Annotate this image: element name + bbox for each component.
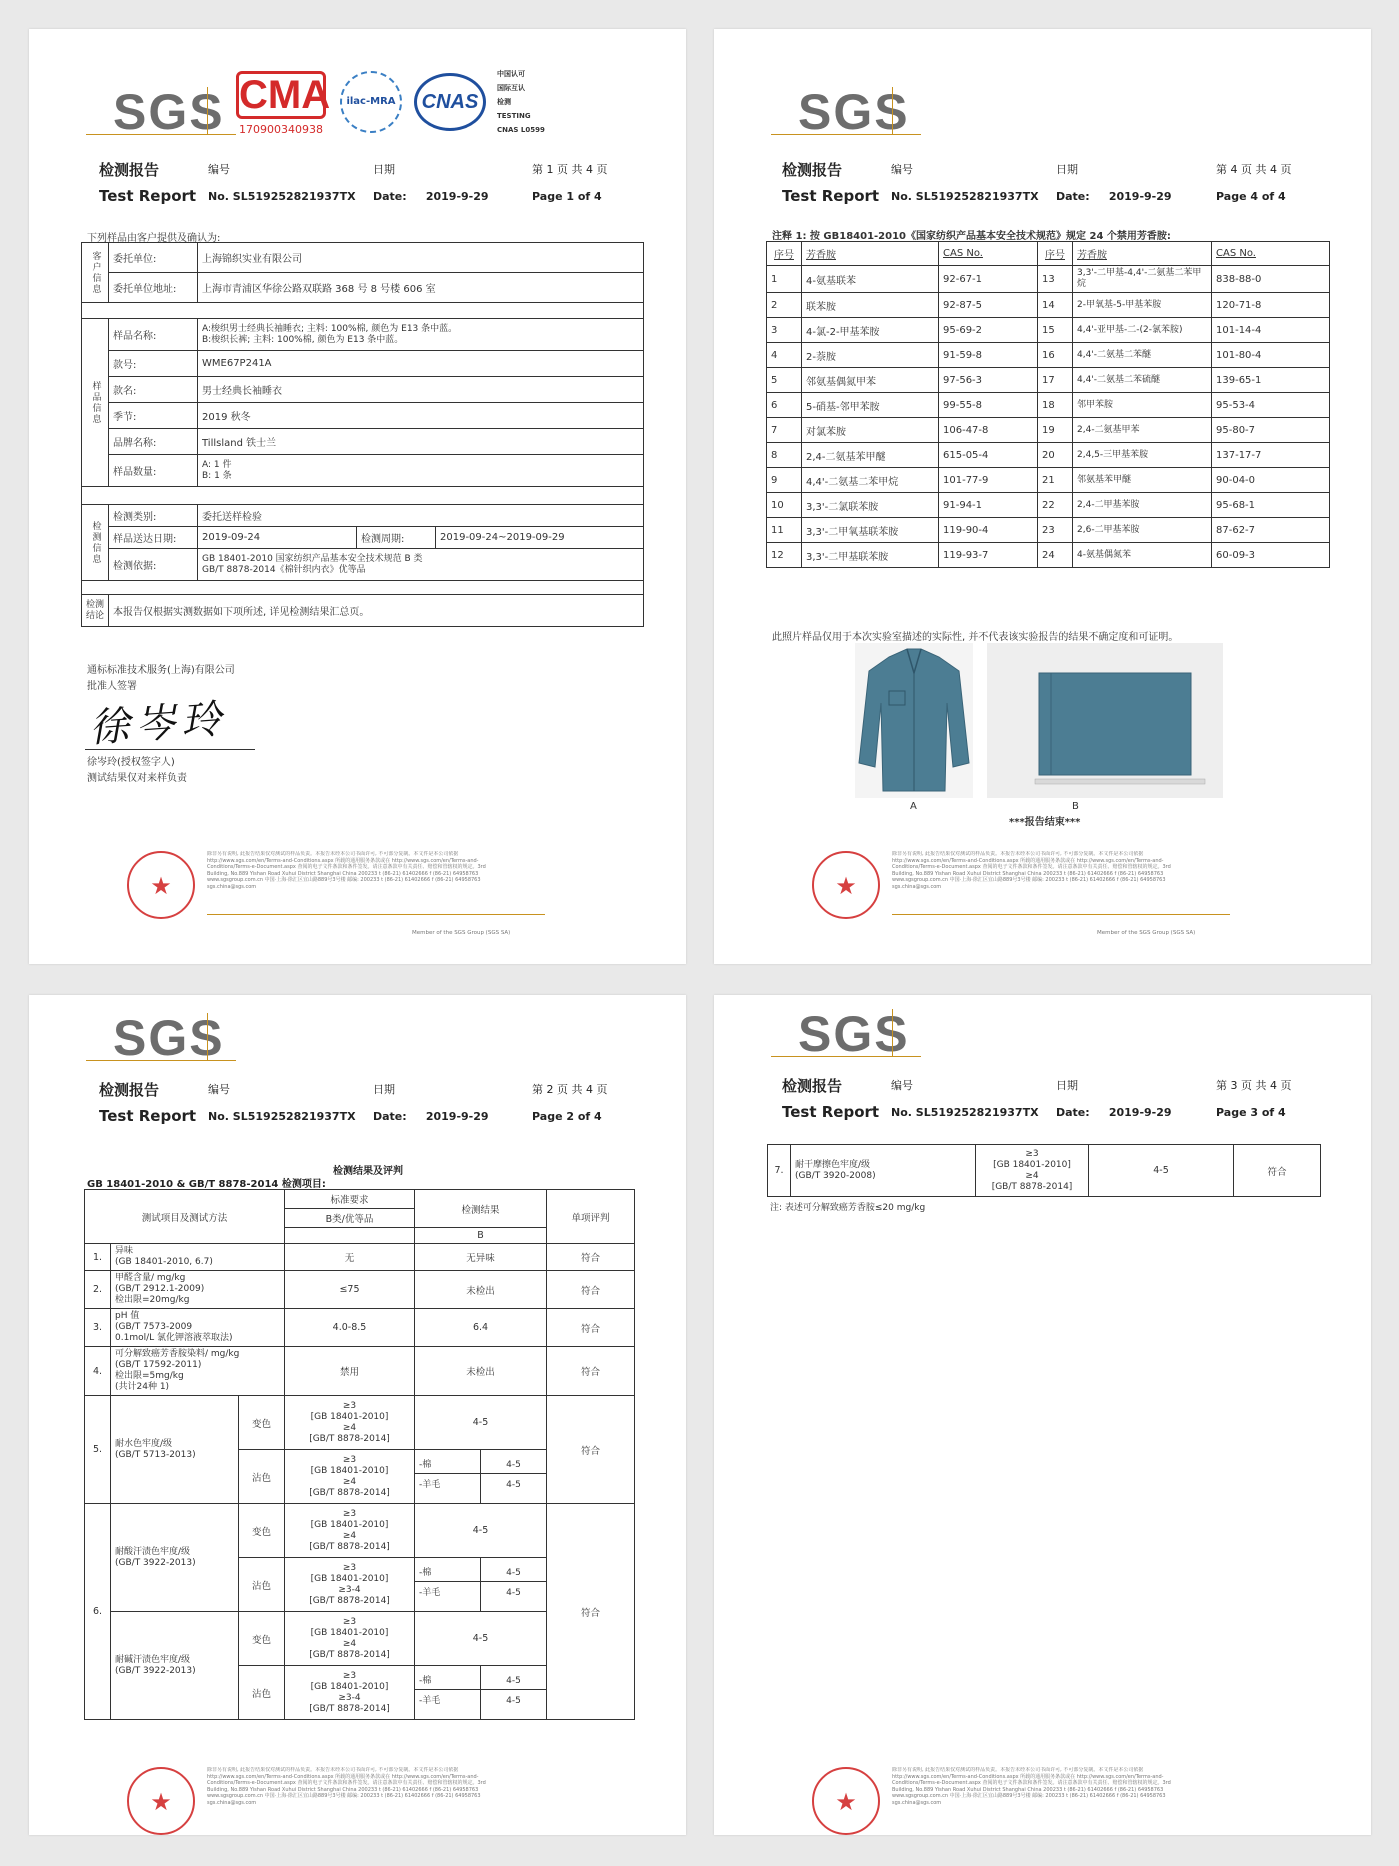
report-date: Date: 2019-9-29	[1056, 1106, 1172, 1119]
recv-label: 样品送达日期:	[109, 527, 198, 549]
season: 2019 秋冬	[198, 403, 644, 429]
stain-label: 沾色	[239, 1666, 285, 1720]
amine-cell-name2: 2,6-二甲基苯胺	[1073, 518, 1212, 543]
eval-cell: 符合	[547, 1271, 635, 1309]
basis: GB 18401-2010 国家纺织产品基本安全技术规范 B 类 GB/T 8878-2014《棉针织内衣》优等品	[198, 549, 644, 581]
amine-cell-n: 3	[767, 318, 802, 343]
amine-cell-n2: 18	[1038, 393, 1073, 418]
result-cell: 4-5 4-5	[481, 1666, 547, 1720]
result-cell: 4-5 4-5	[481, 1450, 547, 1504]
amine-cell-n: 12	[767, 543, 802, 568]
footer-fine-print: 除非另有说明, 此报告结果仅对测试的样品负责。本报告未经本公司书面许可, 不可部分复制。本文件是本公司依据 http://www.sgs.com/en/Terms-and-Conditions.aspx 所载的通用服务条款或在 http://www.sgs.com/en/Terms-and-Conditions/Terms-e-Document.aspx 查阅的电子文件条款和条件签发。请注意条款中有关责任、赔偿和管辖权的规定。3rd Building, No.889 Yishan Road Xuhui District Shanghai China 200233 t (86-21) 61402666 f (86-21) 64958763 www.sgsgroup.com.cn 中国·上海·徐汇区宜山路889号3号楼 邮编: 200233 t (86-21) 61402666 f (86-21) 64958763 sgs.china@sgs.com	[207, 1767, 486, 1806]
amine-cell-name: 联苯胺	[802, 293, 939, 318]
amine-row	[767, 418, 1330, 443]
result-cell: 无异味	[415, 1244, 547, 1271]
sgs-logo-underline	[86, 134, 236, 135]
amine-cell-cas: 99-55-8	[939, 393, 1038, 418]
amine-cell-name2: 邻甲苯胺	[1073, 393, 1212, 418]
client-addr: 上海市青浦区华徐公路双联路 368 号 8 号楼 606 室	[198, 273, 644, 303]
amine-cell-name: 2,4-二氨基苯甲醚	[802, 443, 939, 468]
test-section-label: 检测信息	[82, 505, 109, 581]
sgs-logo: SGS	[798, 84, 910, 140]
sample-section-label: 样品信息	[82, 319, 109, 487]
report-date: Date: 2019-9-29	[1056, 190, 1172, 203]
std-cell: 4.0-8.5	[285, 1309, 415, 1347]
result-cell: 4-5	[415, 1612, 547, 1666]
col-result: 检测结果	[415, 1190, 547, 1228]
signature: 徐岑玲	[87, 696, 229, 752]
report-title-cn: 检测报告	[782, 161, 843, 179]
period-label: 检测周期:	[357, 527, 436, 549]
row-6-no: 6.	[85, 1504, 111, 1720]
amine-cell-name: 3,3'-二甲氧基联苯胺	[802, 518, 939, 543]
amine-cell-n2: 19	[1038, 418, 1073, 443]
footer-rule	[892, 914, 1230, 915]
eval-cell: 符合	[547, 1396, 635, 1504]
amine-cell-name: 3,3'-二甲基联苯胺	[802, 543, 939, 568]
report-no-label-cn: 编号	[208, 163, 230, 176]
page-number-en: Page 2 of 4	[532, 1110, 602, 1123]
row-7-item: 耐干摩擦色牢度/级 (GB/T 3920-2008)	[791, 1145, 976, 1197]
amine-cell-n: 6	[767, 393, 802, 418]
amine-cell-n: 9	[767, 468, 802, 493]
client-unit: 上海锦织实业有限公司	[198, 243, 644, 273]
report-page-4	[714, 29, 1371, 964]
col-cas-2: CAS No.	[1212, 242, 1330, 266]
result-row	[85, 1271, 635, 1309]
member-text: Member of the SGS Group (SGS SA)	[1097, 930, 1196, 936]
std-cell: ≥3 [GB 18401-2010] ≥4 [GB/T 8878-2014]	[285, 1450, 415, 1504]
sgs-seal: ★	[812, 851, 880, 919]
page-number-cn: 第 2 页 共 4 页	[532, 1083, 608, 1096]
sgs-logo-underline	[771, 1056, 921, 1057]
amine-cell-cas: 92-67-1	[939, 266, 1038, 293]
sgs-logo-bar	[207, 1013, 208, 1061]
amine-cell-n: 7	[767, 418, 802, 443]
basis-label: 检测依据:	[109, 549, 198, 581]
test-type-label: 检测类别:	[109, 505, 198, 527]
amine-cell-cas2: 137-17-7	[1212, 443, 1330, 468]
sgs-seal: ★	[127, 851, 195, 919]
change-label: 变色	[239, 1504, 285, 1558]
std-cell: ≥3 [GB 18401-2010] ≥4 [GB/T 8878-2014]	[976, 1145, 1089, 1197]
result-row	[85, 1347, 635, 1396]
report-title-en: Test Report	[99, 1107, 197, 1125]
stain-label: 沾色	[239, 1450, 285, 1504]
report-title-en: Test Report	[782, 187, 880, 205]
eval-cell: 符合	[547, 1504, 635, 1720]
std-cell: ≥3 [GB 18401-2010] ≥4 [GB/T 8878-2014]	[285, 1504, 415, 1558]
report-no-label-cn: 编号	[891, 1079, 913, 1092]
page-number-cn: 第 1 页 共 4 页	[532, 163, 608, 176]
results-heading: 检测结果及评判	[333, 1166, 403, 1177]
period: 2019-09-24~2019-09-29	[436, 527, 644, 549]
col-name: 芳香胺	[802, 242, 939, 266]
pants-icon	[987, 643, 1223, 798]
amine-cell-name2: 4-氨基偶氮苯	[1073, 543, 1212, 568]
amine-cell-name2: 3,3'-二甲基-4,4'-二氨基二苯甲烷	[1073, 266, 1212, 293]
report-page-2	[29, 995, 686, 1835]
amine-cell-name: 3,3'-二氯联苯胺	[802, 493, 939, 518]
footer-fine-print: 除非另有说明, 此报告结果仅对测试的样品负责。本报告未经本公司书面许可, 不可部分复制。本文件是本公司依据 http://www.sgs.com/en/Terms-and-Conditions.aspx 所载的通用服务条款或在 http://www.sgs.com/en/Terms-and-Conditions/Terms-e-Document.aspx 查阅的电子文件条款和条件签发。请注意条款中有关责任、赔偿和管辖权的规定。3rd Building, No.889 Yishan Road Xuhui District Shanghai China 200233 t (86-21) 61402666 f (86-21) 64958763 www.sgsgroup.com.cn 中国·上海·徐汇区宜山路889号3号楼 邮编: 200233 t (86-21) 61402666 f (86-21) 64958763 sgs.china@sgs.com	[892, 851, 1171, 890]
amine-cell-cas: 119-93-7	[939, 543, 1038, 568]
results-subheading: GB 18401-2010 & GB/T 8878-2014 检测项目:	[87, 1179, 326, 1190]
row-no: 1.	[85, 1244, 111, 1271]
stain-label: 沾色	[239, 1558, 285, 1612]
row-item: pH 值 (GB/T 7573-2009 0.1mol/L 氯化钾溶液萃取法)	[111, 1309, 285, 1347]
date-label-cn: 日期	[373, 1083, 395, 1096]
col-item: 测试项目及测试方法	[85, 1190, 285, 1244]
cma-logo: CMA 170900340938	[236, 71, 326, 137]
page-number-cn: 第 4 页 共 4 页	[1216, 163, 1292, 176]
row-5-item: 耐水色牢度/级 (GB/T 5713-2013)	[111, 1396, 239, 1504]
disclaimer: 测试结果仅对来样负责	[87, 773, 187, 784]
std-cell: ≥3 [GB 18401-2010] ≥3-4 [GB/T 8878-2014]	[285, 1558, 415, 1612]
recv-date: 2019-09-24	[198, 527, 357, 549]
amine-cell-name2: 2,4-二甲基苯胺	[1073, 493, 1212, 518]
sgs-logo-underline	[771, 134, 921, 135]
amine-cell-n2: 20	[1038, 443, 1073, 468]
amine-cell-cas2: 60-09-3	[1212, 543, 1330, 568]
std-cell: 禁用	[285, 1347, 415, 1396]
row-no: 4.	[85, 1347, 111, 1396]
result-row	[85, 1309, 635, 1347]
amine-row	[767, 543, 1330, 568]
std-cell: ≥3 [GB 18401-2010] ≥3-4 [GB/T 8878-2014]	[285, 1666, 415, 1720]
qty-label: 样品数量:	[109, 455, 198, 487]
report-end: ***报告结束***	[1009, 817, 1081, 828]
row-item: 甲醛含量/ mg/kg (GB/T 2912.1-2009) 检出限=20mg/kg	[111, 1271, 285, 1309]
member-text: Member of the SGS Group (SGS SA)	[412, 930, 511, 936]
amine-note: 注释 1: 按 GB18401-2010《国家纺织产品基本安全技术规范》规定 24 个禁用芳香胺:	[772, 231, 1171, 242]
amine-cell-n: 5	[767, 368, 802, 393]
sample-photo-a	[855, 643, 973, 798]
page-number-en: Page 3 of 4	[1216, 1106, 1286, 1119]
date-label-cn: 日期	[1056, 1079, 1078, 1092]
amine-cell-name: 4-氯-2-甲基苯胺	[802, 318, 939, 343]
amine-cell-name2: 4,4'-二氨基二苯醚	[1073, 343, 1212, 368]
report-number: No. SL519252821937TX	[891, 1106, 1039, 1119]
amine-cell-cas2: 95-68-1	[1212, 493, 1330, 518]
page-number-en: Page 4 of 4	[1216, 190, 1286, 203]
season-label: 季节:	[109, 403, 198, 429]
report-title-cn: 检测报告	[782, 1077, 843, 1095]
signer-name: 徐岑玲(授权签字人)	[87, 757, 175, 768]
row-6b-item: 耐碱汗渍色牢度/级 (GB/T 3922-2013)	[111, 1612, 239, 1720]
shirt-icon	[855, 643, 973, 798]
sgs-logo-bar	[892, 1009, 893, 1057]
amine-cell-cas2: 139-65-1	[1212, 368, 1330, 393]
amine-cell-cas: 615-05-4	[939, 443, 1038, 468]
amine-row	[767, 266, 1330, 293]
amine-cell-cas2: 838-88-0	[1212, 266, 1330, 293]
change-label: 变色	[239, 1612, 285, 1666]
col-no: 序号	[767, 242, 802, 266]
col-cas: CAS No.	[939, 242, 1038, 266]
style-label: 款号:	[109, 351, 198, 377]
page-number-cn: 第 3 页 共 4 页	[1216, 1079, 1292, 1092]
amine-cell-name2: 邻氨基苯甲醚	[1073, 468, 1212, 493]
client-section-label: 客户信息	[82, 243, 109, 303]
report-number: No. SL519252821937TX	[208, 190, 356, 203]
sgs-logo: SGS	[798, 1006, 910, 1062]
amine-cell-cas: 97-56-3	[939, 368, 1038, 393]
row-6a-item: 耐酸汗渍色牢度/级 (GB/T 3922-2013)	[111, 1504, 239, 1612]
amine-row	[767, 518, 1330, 543]
sgs-logo: SGS	[113, 84, 225, 140]
date-label-cn: 日期	[1056, 163, 1078, 176]
report-no-label-cn: 编号	[208, 1083, 230, 1096]
amine-cell-cas2: 90-04-0	[1212, 468, 1330, 493]
amine-cell-cas2: 95-53-4	[1212, 393, 1330, 418]
signer-title: 批准人签署	[87, 681, 137, 692]
result-cell: 4-5	[1089, 1145, 1234, 1197]
footer-rule	[207, 914, 545, 915]
col-name-2: 芳香胺	[1073, 242, 1212, 266]
col-no-2: 序号	[1038, 242, 1073, 266]
amine-row	[767, 293, 1330, 318]
table-note: 注: 表述可分解致癌芳香胺≤20 mg/kg	[770, 1203, 926, 1213]
intro-text: 下列样品由客户提供及确认为:	[87, 233, 221, 244]
brand-label: 品牌名称:	[109, 429, 198, 455]
amine-cell-n2: 15	[1038, 318, 1073, 343]
amine-cell-name2: 4,4'-二氨基二苯硫醚	[1073, 368, 1212, 393]
photo-note: 此照片样品仅用于本次实验室描述的实际性, 并不代表该实验报告的结果不确定度和可证明。	[772, 632, 1179, 643]
amine-cell-name2: 4,4'-亚甲基-二-(2-氯苯胺)	[1073, 318, 1212, 343]
style-no: WME67P241A	[198, 351, 644, 377]
row-5-no: 5.	[85, 1396, 111, 1504]
amine-cell-n2: 21	[1038, 468, 1073, 493]
col-std: 标准要求	[285, 1190, 415, 1209]
report-number: No. SL519252821937TX	[891, 190, 1039, 203]
result-cell: 4-5 4-5	[481, 1558, 547, 1612]
amine-cell-n2: 23	[1038, 518, 1073, 543]
amine-cell-cas2: 101-80-4	[1212, 343, 1330, 368]
amine-cell-n2: 24	[1038, 543, 1073, 568]
amine-cell-name2: 2,4,5-三甲基苯胺	[1073, 443, 1212, 468]
test-type: 委托送样检验	[198, 505, 644, 527]
result-cell: 4-5	[415, 1396, 547, 1450]
amine-cell-n: 1	[767, 266, 802, 293]
change-label: 变色	[239, 1396, 285, 1450]
report-title-cn: 检测报告	[99, 1081, 160, 1099]
date-label-cn: 日期	[373, 163, 395, 176]
col-b: B	[415, 1228, 547, 1244]
amine-cell-name2: 2,4-二氨基甲苯	[1073, 418, 1212, 443]
conclusion-section-label: 检测结论	[82, 595, 109, 627]
amine-row	[767, 343, 1330, 368]
sample-photo-b	[987, 643, 1223, 798]
result-cell: 未检出	[415, 1347, 547, 1396]
amine-cell-name2: 2-甲氧基-5-甲基苯胺	[1073, 293, 1212, 318]
amine-cell-n: 8	[767, 443, 802, 468]
amine-cell-cas2: 87-62-7	[1212, 518, 1330, 543]
client-addr-label: 委托单位地址:	[109, 273, 198, 303]
report-title-cn: 检测报告	[99, 161, 160, 179]
report-date: Date: 2019-9-29	[373, 190, 489, 203]
amine-row	[767, 443, 1330, 468]
sgs-seal: ★	[127, 1767, 195, 1835]
amine-cell-cas: 95-69-2	[939, 318, 1038, 343]
qty: A: 1 件 B: 1 条	[198, 455, 644, 487]
row-no: 2.	[85, 1271, 111, 1309]
result-cell: 6.4	[415, 1309, 547, 1347]
eval-cell: 符合	[1234, 1145, 1321, 1197]
col-eval: 单项评判	[547, 1190, 635, 1244]
sgs-logo-bar	[207, 87, 208, 135]
amine-row	[767, 318, 1330, 343]
sgs-seal: ★	[812, 1767, 880, 1835]
row-7-no: 7.	[768, 1145, 791, 1197]
amine-cell-name: 对氯苯胺	[802, 418, 939, 443]
eval-cell: 符合	[547, 1309, 635, 1347]
client-unit-label: 委托单位:	[109, 243, 198, 273]
report-number: No. SL519252821937TX	[208, 1110, 356, 1123]
amine-cell-n: 4	[767, 343, 802, 368]
result-cell: 未检出	[415, 1271, 547, 1309]
row-no: 3.	[85, 1309, 111, 1347]
sample-name: A:梭织男士经典长袖睡衣; 主料: 100%棉, 颜色为 E13 条中蓝。 B:梭织长裤; 主料: 100%棉, 颜色为 E13 条中蓝。	[198, 319, 644, 351]
conclusion: 本报告仅根据实测数据如下项所述, 详见检测结果汇总页。	[109, 595, 644, 627]
cnas-logo: CNAS	[414, 73, 486, 131]
footer-fine-print: 除非另有说明, 此报告结果仅对测试的样品负责。本报告未经本公司书面许可, 不可部分复制。本文件是本公司依据 http://www.sgs.com/en/Terms-and-Conditions.aspx 所载的通用服务条款或在 http://www.sgs.com/en/Terms-and-Conditions/Terms-e-Document.aspx 查阅的电子文件条款和条件签发。请注意条款中有关责任、赔偿和管辖权的规定。3rd Building, No.889 Yishan Road Xuhui District Shanghai China 200233 t (86-21) 61402666 f (86-21) 64958763 www.sgsgroup.com.cn 中国·上海·徐汇区宜山路889号3号楼 邮编: 200233 t (86-21) 61402666 f (86-21) 64958763 sgs.china@sgs.com	[892, 1767, 1171, 1806]
sample-name-label: 样品名称:	[109, 319, 198, 351]
model-label: 款名:	[109, 377, 198, 403]
company-name: 通标标准技术服务(上海)有限公司	[87, 665, 235, 676]
amine-cell-name: 4-氨基联苯	[802, 266, 939, 293]
cnas-text: 中国认可 国际互认 检测 TESTING CNAS L0599	[497, 70, 545, 134]
report-title-en: Test Report	[782, 1103, 880, 1121]
amine-row	[767, 393, 1330, 418]
amine-cell-cas: 101-77-9	[939, 468, 1038, 493]
report-title-en: Test Report	[99, 187, 197, 205]
std-cell: 无	[285, 1244, 415, 1271]
amine-cell-cas: 91-59-8	[939, 343, 1038, 368]
amine-cell-n2: 22	[1038, 493, 1073, 518]
ilac-mra-logo: ilac-MRA	[340, 71, 402, 133]
col-std-sub: B类/优等品	[285, 1209, 415, 1228]
results-table	[84, 1189, 635, 1720]
amine-row	[767, 368, 1330, 393]
fiber-cell: -棉 -羊毛	[415, 1450, 481, 1504]
sgs-logo-bar	[892, 87, 893, 135]
std-cell: ≤75	[285, 1271, 415, 1309]
photo-b-label: B	[1072, 801, 1079, 812]
amine-cell-n2: 13	[1038, 266, 1073, 293]
amine-cell-cas: 119-90-4	[939, 518, 1038, 543]
eval-cell: 符合	[547, 1347, 635, 1396]
amine-cell-cas2: 101-14-4	[1212, 318, 1330, 343]
amine-cell-cas2: 120-71-8	[1212, 293, 1330, 318]
photo-a-label: A	[910, 801, 917, 812]
std-cell: ≥3 [GB 18401-2010] ≥4 [GB/T 8878-2014]	[285, 1612, 415, 1666]
report-page-1	[29, 29, 686, 964]
fiber-cell: -棉 -羊毛	[415, 1558, 481, 1612]
amine-table	[766, 241, 1330, 568]
amine-cell-name: 5-硝基-邻甲苯胺	[802, 393, 939, 418]
eval-cell: 符合	[547, 1244, 635, 1271]
amine-cell-n2: 16	[1038, 343, 1073, 368]
page-number-en: Page 1 of 4	[532, 190, 602, 203]
amine-cell-cas: 91-94-1	[939, 493, 1038, 518]
sgs-logo: SGS	[113, 1010, 225, 1066]
report-date: Date: 2019-9-29	[373, 1110, 489, 1123]
amine-cell-cas: 92-87-5	[939, 293, 1038, 318]
sgs-logo-underline	[86, 1060, 236, 1061]
report-page-3	[714, 995, 1371, 1835]
amine-cell-name: 邻氨基偶氮甲苯	[802, 368, 939, 393]
amine-cell-n2: 14	[1038, 293, 1073, 318]
report-no-label-cn: 编号	[891, 163, 913, 176]
row-item: 可分解致癌芳香胺染料/ mg/kg (GB/T 17592-2011) 检出限=5mg/kg (共计24种 1)	[111, 1347, 285, 1396]
brand-name: Tillsland 铁士兰	[198, 429, 644, 455]
amine-cell-cas2: 95-80-7	[1212, 418, 1330, 443]
results-table-continued	[767, 1144, 1321, 1197]
amine-cell-n2: 17	[1038, 368, 1073, 393]
sample-info-table	[81, 242, 644, 627]
amine-cell-n: 10	[767, 493, 802, 518]
amine-cell-name: 4,4'-二氨基二苯甲烷	[802, 468, 939, 493]
amine-cell-name: 2-萘胺	[802, 343, 939, 368]
signature-line	[85, 749, 255, 750]
model-name: 男士经典长袖睡衣	[198, 377, 644, 403]
fiber-cell: -棉 -羊毛	[415, 1666, 481, 1720]
result-row	[85, 1244, 635, 1271]
amine-row	[767, 468, 1330, 493]
std-cell: ≥3 [GB 18401-2010] ≥4 [GB/T 8878-2014]	[285, 1396, 415, 1450]
amine-cell-n: 11	[767, 518, 802, 543]
amine-cell-cas: 106-47-8	[939, 418, 1038, 443]
row-item: 异味 (GB 18401-2010, 6.7)	[111, 1244, 285, 1271]
result-cell: 4-5	[415, 1504, 547, 1558]
footer-fine-print: 除非另有说明, 此报告结果仅对测试的样品负责。本报告未经本公司书面许可, 不可部分复制。本文件是本公司依据 http://www.sgs.com/en/Terms-and-Conditions.aspx 所载的通用服务条款或在 http://www.sgs.com/en/Terms-and-Conditions/Terms-e-Document.aspx 查阅的电子文件条款和条件签发。请注意条款中有关责任、赔偿和管辖权的规定。3rd Building, No.889 Yishan Road Xuhui District Shanghai China 200233 t (86-21) 61402666 f (86-21) 64958763 www.sgsgroup.com.cn 中国·上海·徐汇区宜山路889号3号楼 邮编: 200233 t (86-21) 61402666 f (86-21) 64958763 sgs.china@sgs.com	[207, 851, 486, 890]
amine-cell-n: 2	[767, 293, 802, 318]
amine-row	[767, 493, 1330, 518]
